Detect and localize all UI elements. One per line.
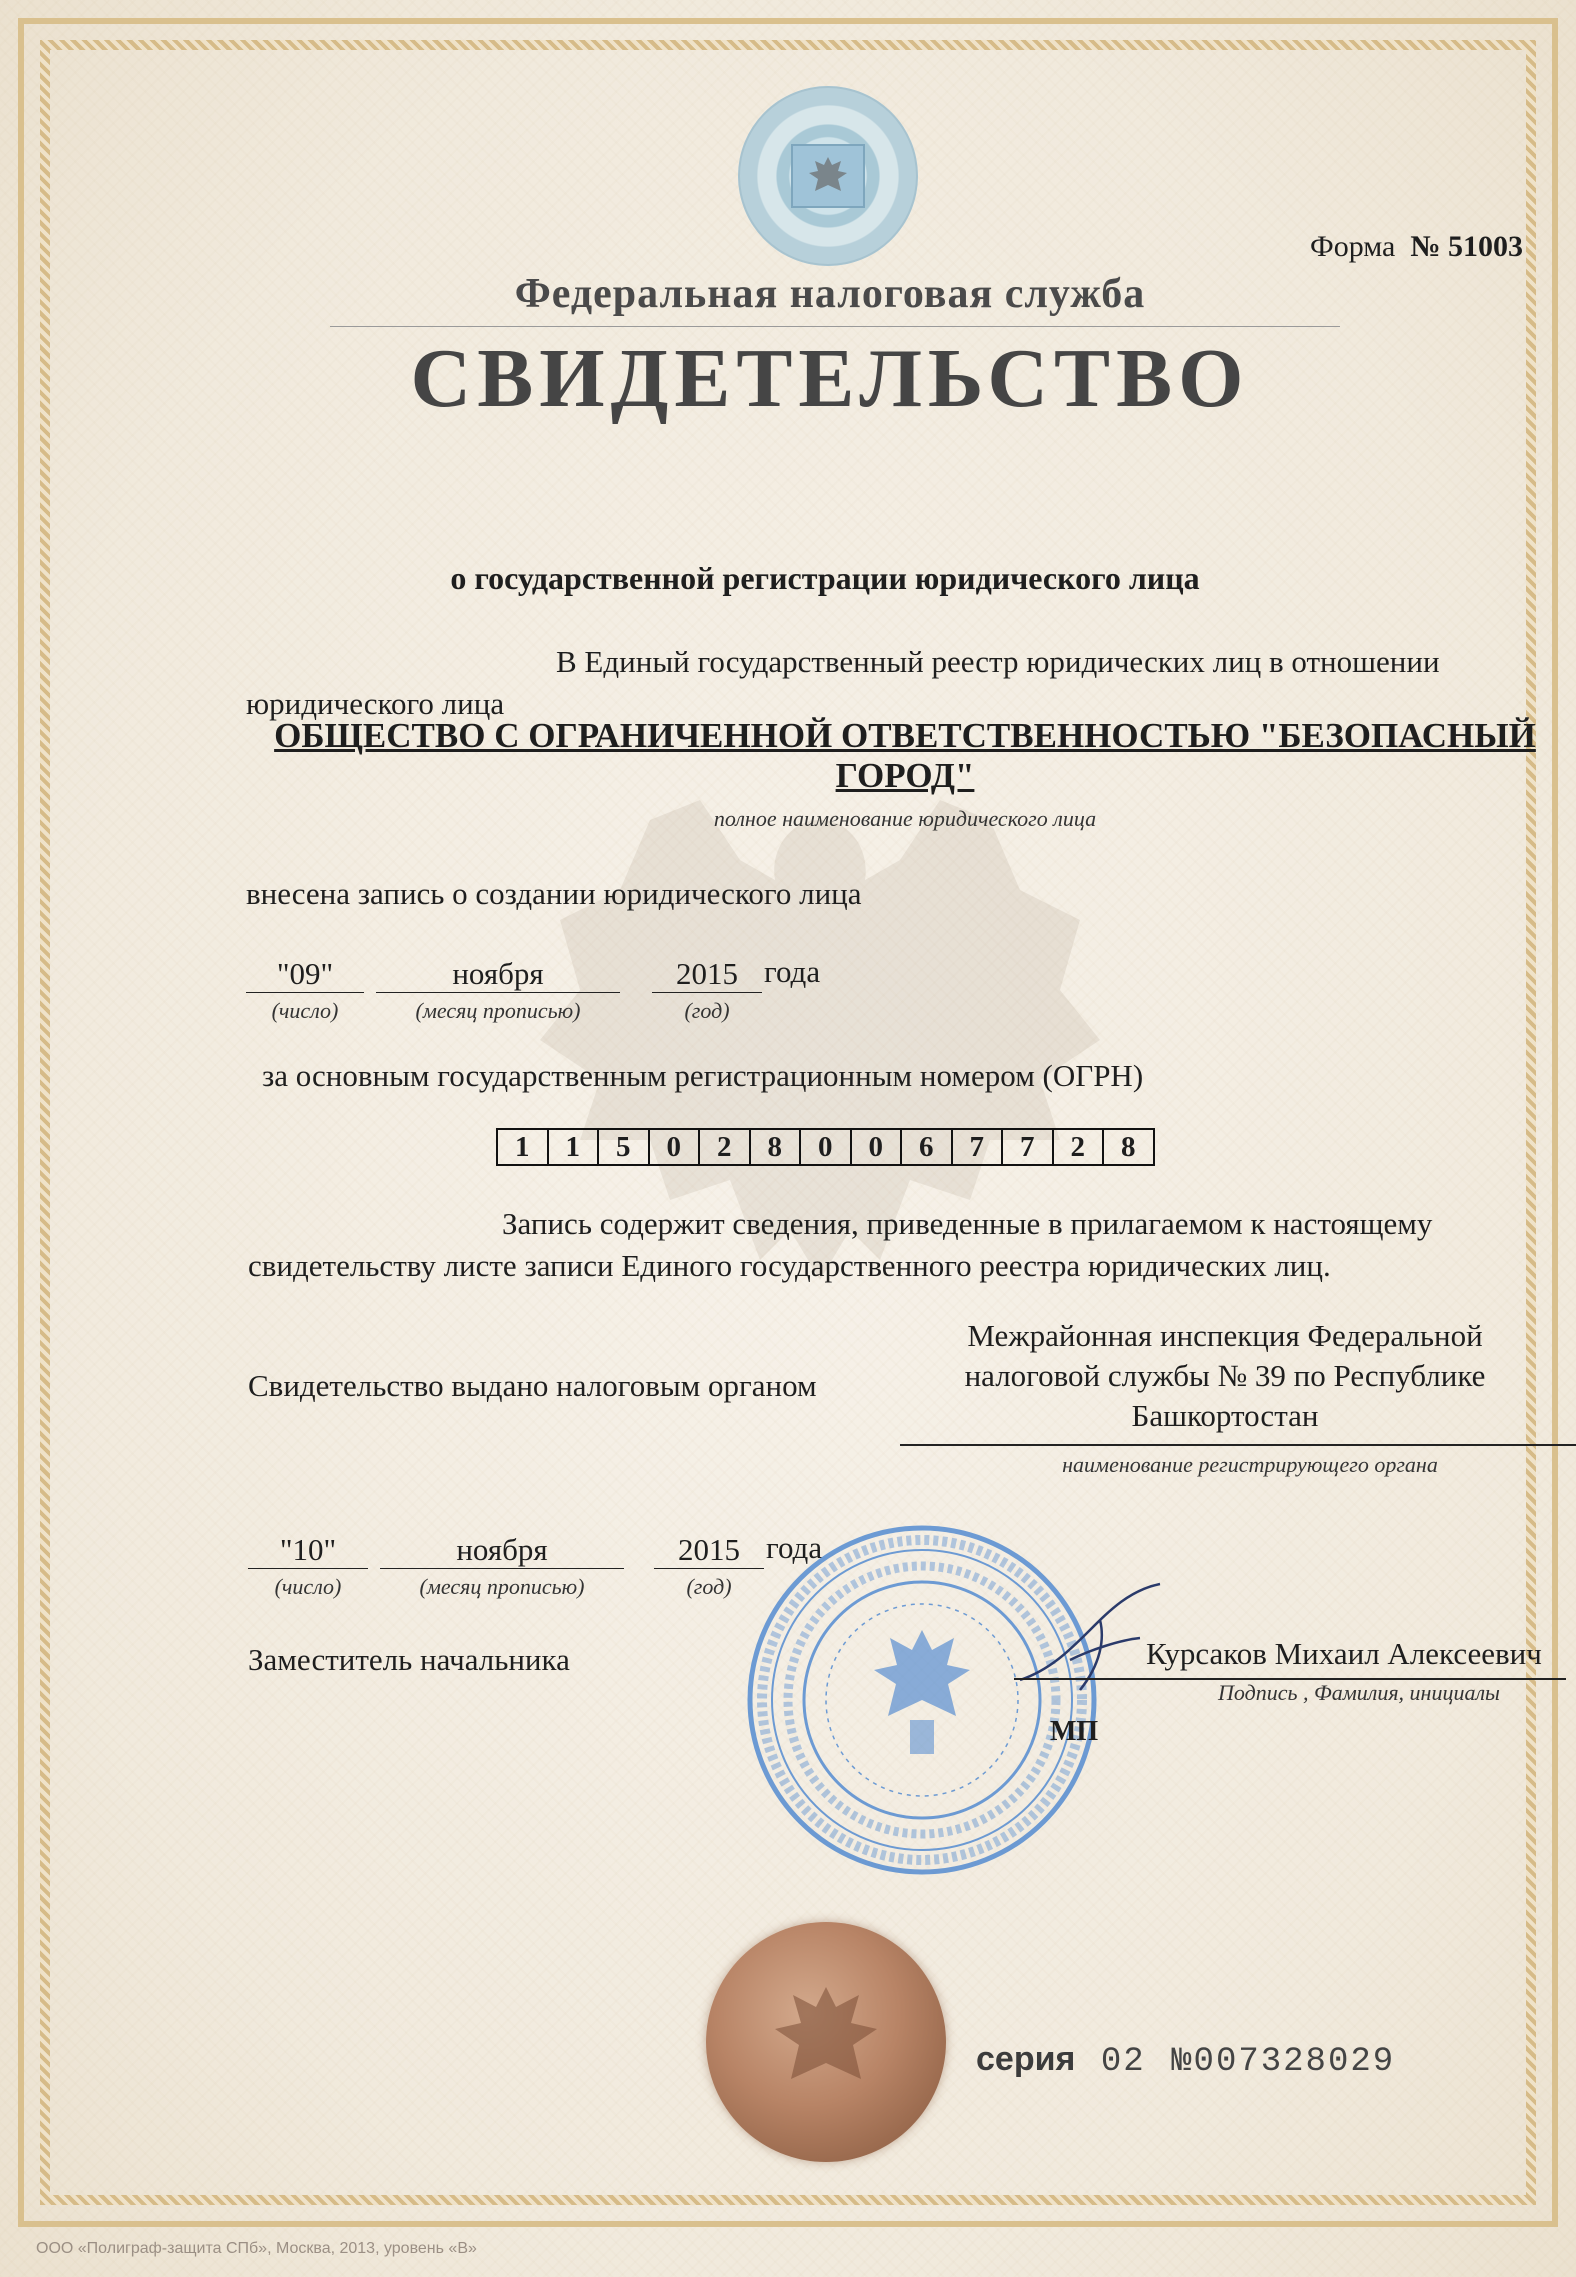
ogrn-digit: 5 (599, 1130, 650, 1164)
ogrn-digit: 7 (953, 1130, 1004, 1164)
issued-by-label: Свидетельство выдано налоговым органом (248, 1368, 817, 1403)
ogrn-digit: 8 (1121, 1130, 1136, 1163)
ogrn-digit: 2 (1054, 1130, 1105, 1164)
ogrn-digit: 8 (751, 1130, 802, 1164)
printer-imprint: ООО «Полиграф-защита СПб», Москва, 2013, уровень «В» (36, 2240, 477, 2257)
ogrn-digit: 1 (549, 1130, 600, 1164)
issuing-authority (900, 1316, 1550, 1436)
serial-number: №007328029 (1171, 2043, 1396, 2081)
form-number-value: № 51003 (1410, 230, 1523, 263)
copper-seal-icon (706, 1922, 946, 2162)
record-year: 2015 (652, 956, 762, 993)
content-note-line-2: свидетельству листе записи Единого государственного реестра юридических лиц. (248, 1248, 1331, 1283)
signature-hint: Подпись , Фамилия, инициалы (1218, 1680, 1500, 1705)
record-day-hint: (число) (271, 998, 339, 1023)
hologram-emblem-icon (738, 86, 918, 266)
record-day: "09" (246, 956, 364, 993)
issue-year-hint: (год) (686, 1574, 732, 1599)
issue-day-hint: (число) (274, 1574, 342, 1599)
ogrn-digit: 7 (1003, 1130, 1054, 1164)
official-stamp-icon (742, 1520, 1102, 1880)
signatory-name: Курсаков Михаил Алексеевич (1146, 1636, 1542, 1671)
agency-name: Федеральная налоговая служба (514, 271, 1146, 317)
authority-line-3: Башкортостан (1131, 1398, 1319, 1433)
ogrn-number-grid (496, 1128, 1155, 1166)
ogrn-label: за основным государственным регистрационным номером (ОГРН) (262, 1058, 1144, 1093)
intro-line-2: юридического лица (246, 686, 505, 721)
entity-name: ОБЩЕСТВО С ОГРАНИЧЕННОЙ ОТВЕТСТВЕННОСТЬЮ "БЕЗОПАСНЫЙ ГОРОД" (274, 716, 1536, 795)
ogrn-digit: 2 (700, 1130, 751, 1164)
record-month-hint: (месяц прописью) (415, 998, 581, 1023)
content-note-line-1: Запись содержит сведения, приведенные в прилагаемом к настоящему (502, 1206, 1433, 1241)
series-label: серия (976, 2040, 1076, 2078)
record-year-hint: (год) (684, 998, 730, 1023)
ogrn-digit: 0 (801, 1130, 852, 1164)
form-label: Форма (1310, 230, 1396, 263)
signatory-position: Заместитель начальника (248, 1642, 570, 1677)
issue-month: ноября (380, 1532, 624, 1569)
form-number (1310, 230, 1523, 264)
entity-name-hint: полное наименование юридического лица (713, 806, 1097, 831)
ogrn-digit: 6 (902, 1130, 953, 1164)
intro-line-1: В Единый государственный реестр юридических лиц в отношении (556, 644, 1440, 679)
authority-line-2: налоговой службы № 39 по Республике (964, 1358, 1486, 1393)
issue-year-suffix: года (766, 1530, 823, 1565)
authority-underline (900, 1444, 1576, 1446)
ogrn-digit: 0 (852, 1130, 903, 1164)
agency-underline (330, 326, 1340, 327)
ogrn-digit: 1 (498, 1130, 549, 1164)
issue-month-hint: (месяц прописью) (419, 1574, 585, 1599)
record-month: ноября (376, 956, 620, 993)
document-subtitle: о государственной регистрации юридического лица (450, 560, 1200, 596)
document-title: СВИДЕТЕЛЬСТВО (410, 332, 1250, 425)
authority-line-1: Межрайонная инспекция Федеральной (967, 1318, 1483, 1353)
series-code: 02 (1100, 2043, 1146, 2081)
seal-place-mark: МП (1050, 1716, 1099, 1747)
ogrn-digit: 0 (650, 1130, 701, 1164)
double-headed-eagle-icon (805, 151, 851, 201)
record-text: внесена запись о создании юридического лица (246, 876, 862, 911)
seal-eagle-icon (751, 1967, 901, 2117)
authority-hint: наименование регистрирующего органа (1062, 1452, 1438, 1477)
issue-year: 2015 (654, 1532, 764, 1569)
record-year-suffix: года (764, 954, 821, 989)
issue-day: "10" (248, 1532, 368, 1569)
series-number (976, 2040, 1395, 2081)
